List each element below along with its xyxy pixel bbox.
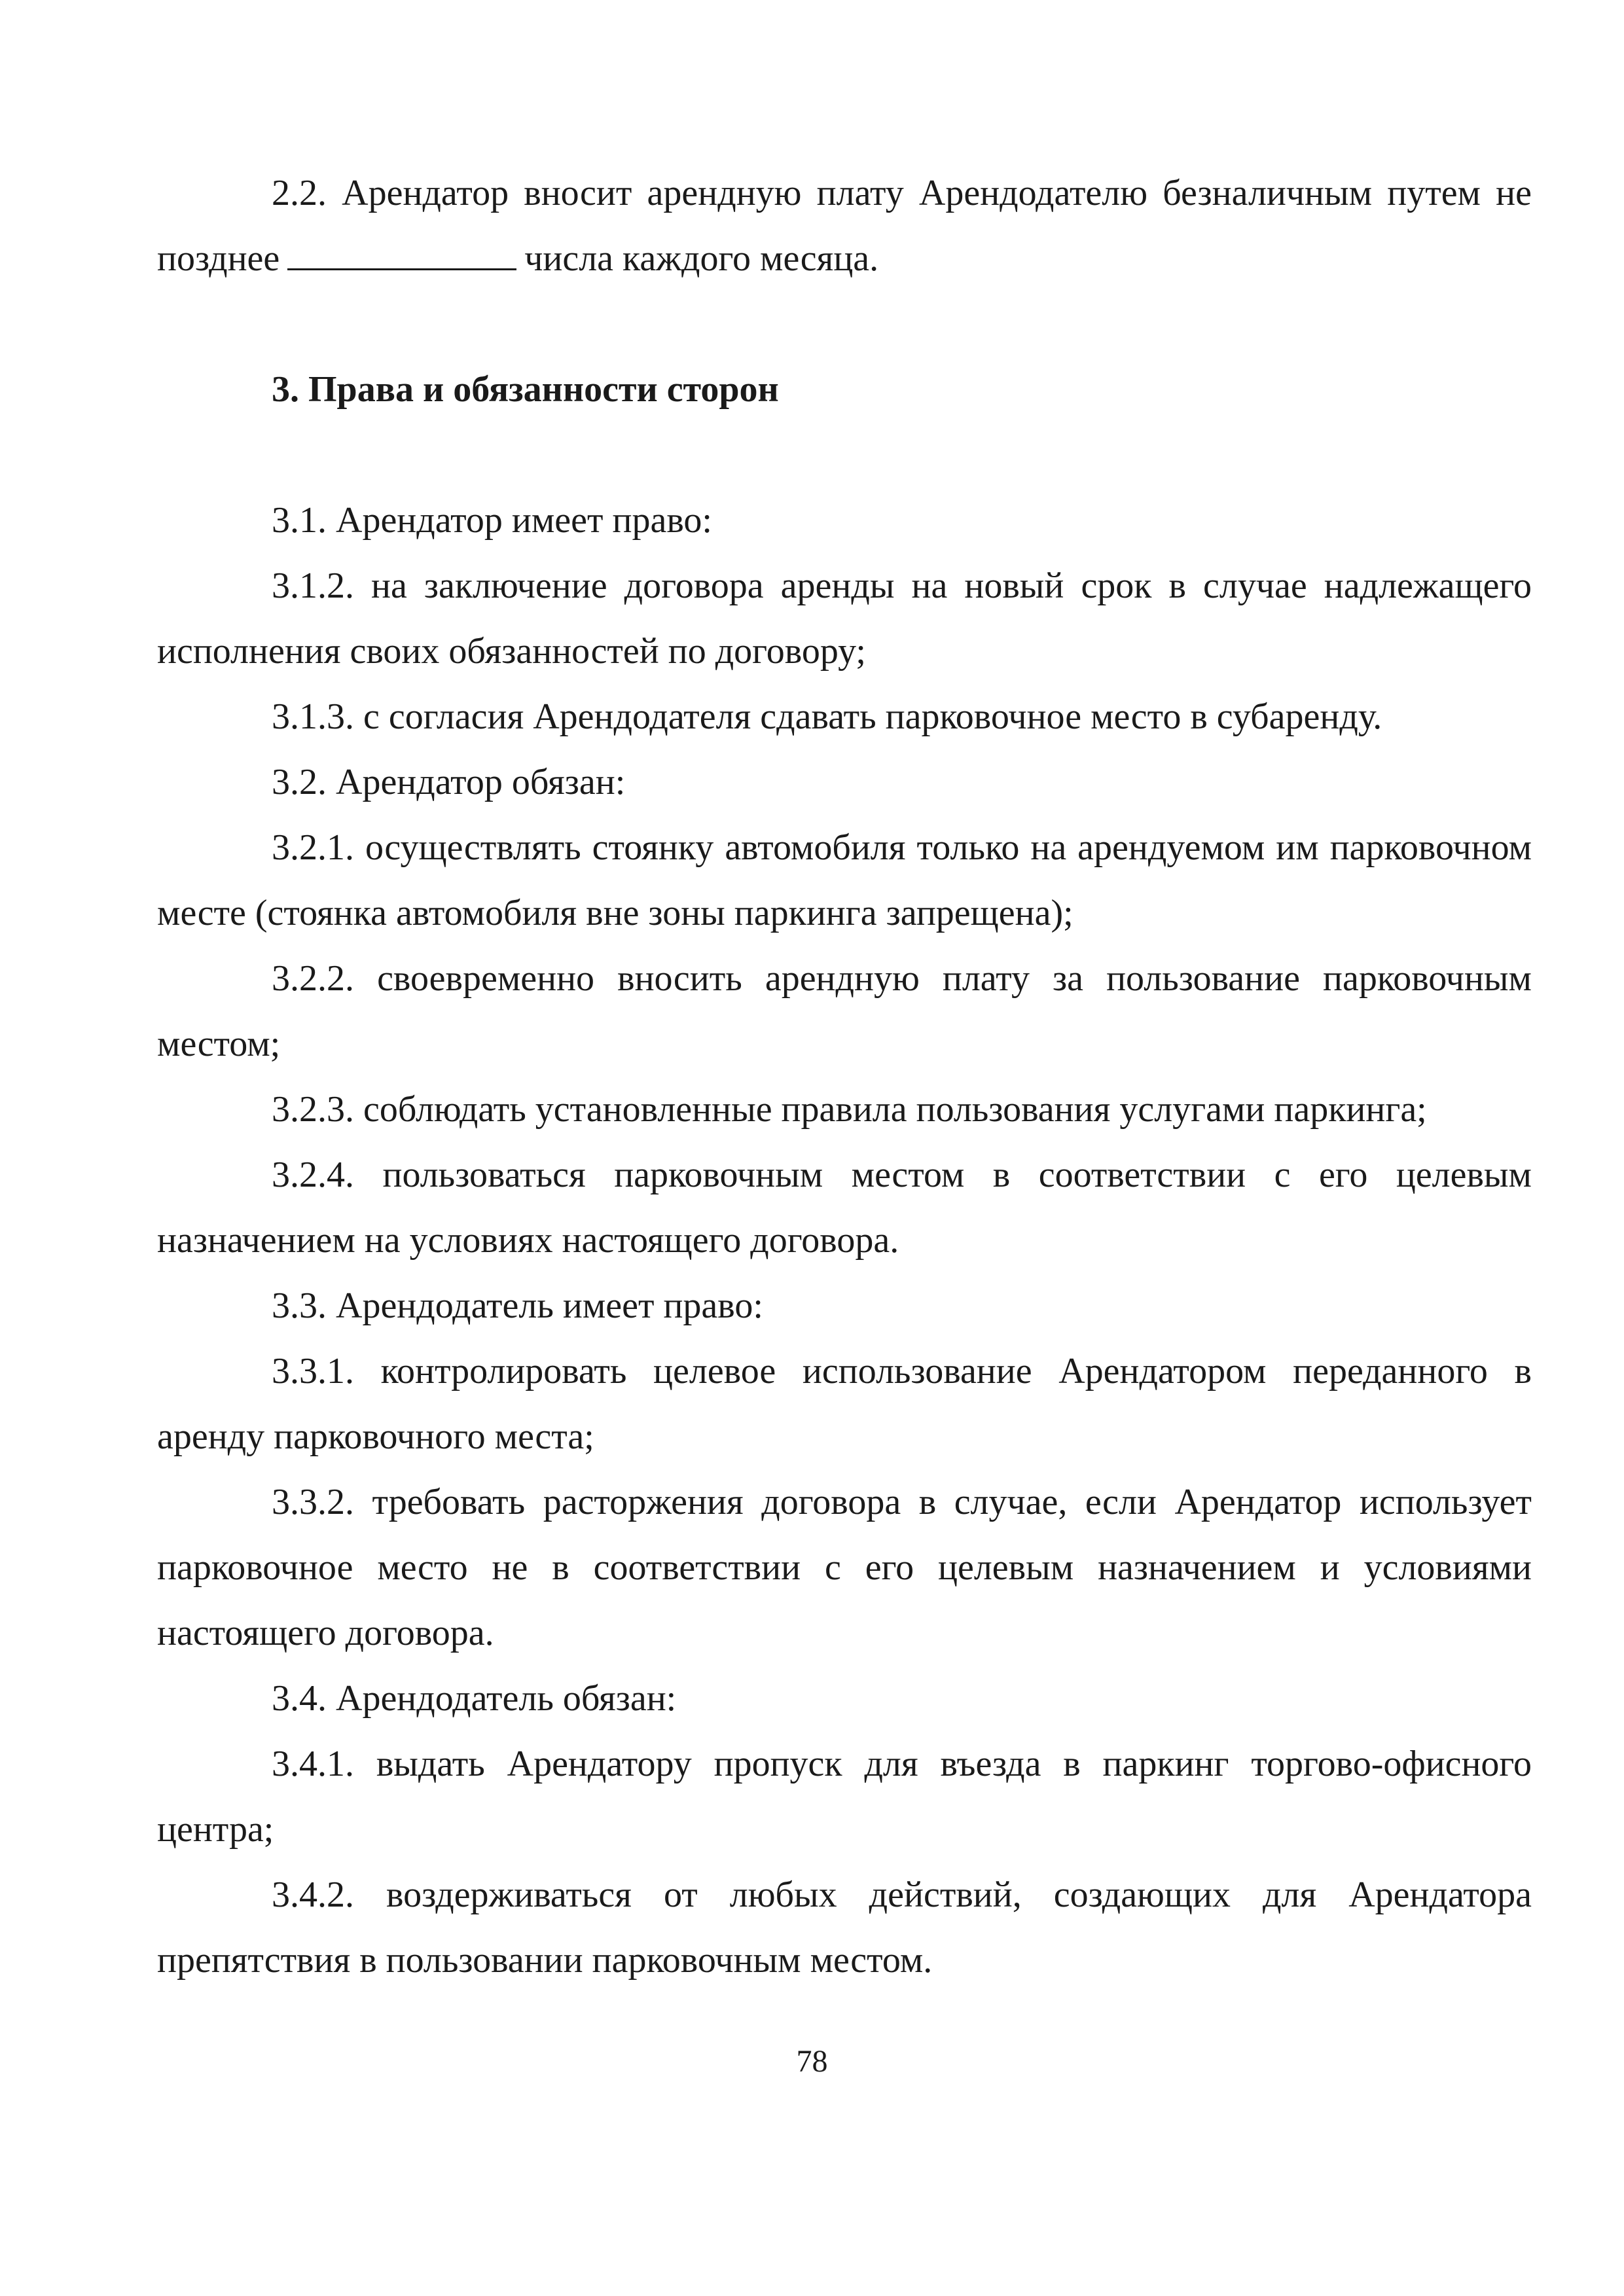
paragraph-3-1-2: 3.1.2. на заключение договора аренды на новый срок в случае надлежащего исполнения своих обязанностей по договору;: [157, 565, 1532, 672]
fill-in-blank: [287, 237, 516, 270]
paragraph-2-2-text-start: 2.2. Арендатор вносит арендную плату Арендодателю безналичным путем не позднее: [157, 173, 1532, 279]
paragraph-3-2-2: 3.2.2. своевременно вносить арендную плату за пользование парковочным местом;: [157, 958, 1532, 1064]
paragraph-3-3-1: 3.3.1. контролировать целевое использование Арендатором переданного в аренду парковочного места;: [157, 1351, 1532, 1457]
paragraph-3-4: 3.4. Арендодатель обязан:: [272, 1678, 677, 1719]
section-3-body: [157, 488, 1532, 1993]
section-3-heading-block: [157, 357, 1532, 422]
paragraph-2-2-text-end: числа каждого месяца.: [524, 238, 879, 279]
paragraph-3-2-3: 3.2.3. соблюдать установленные правила пользования услугами паркинга;: [272, 1089, 1427, 1130]
paragraph-3-3: 3.3. Арендодатель имеет право:: [272, 1285, 763, 1326]
paragraph-3-1: 3.1. Арендатор имеет право:: [272, 500, 712, 541]
paragraph-3-2: 3.2. Арендатор обязан:: [272, 762, 626, 802]
paragraph-3-3-2: 3.3.2. требовать расторжения договора в случае, если Арендатор использует парковочное место не в соответствии с его целевым назначением и условиями настоящего договора.: [157, 1482, 1532, 1653]
section-heading: 3. Права и обязанности сторон: [272, 369, 779, 410]
paragraph-3-4-2: 3.4.2. воздерживаться от любых действий, создающих для Арендатора препятствия в пользовании парковочным местом.: [157, 1874, 1532, 1981]
paragraph-2-2: [157, 160, 1532, 291]
page-number: 78: [796, 2044, 828, 2079]
paragraph-3-4-1: 3.4.1. выдать Арендатору пропуск для въезда в паркинг торгово-офисного центра;: [157, 1744, 1532, 1850]
paragraph-3-2-1: 3.2.1. осуществлять стоянку автомобиля только на арендуемом им парковочном месте (стоянка автомобиля вне зоны паркинга запрещена);: [157, 827, 1532, 933]
paragraph-3-1-3: 3.1.3. с согласия Арендодателя сдавать парковочное место в субаренду.: [272, 696, 1382, 737]
paragraph-3-2-4: 3.2.4. пользоваться парковочным местом в соответствии с его целевым назначением на условиях настоящего договора.: [157, 1155, 1532, 1261]
